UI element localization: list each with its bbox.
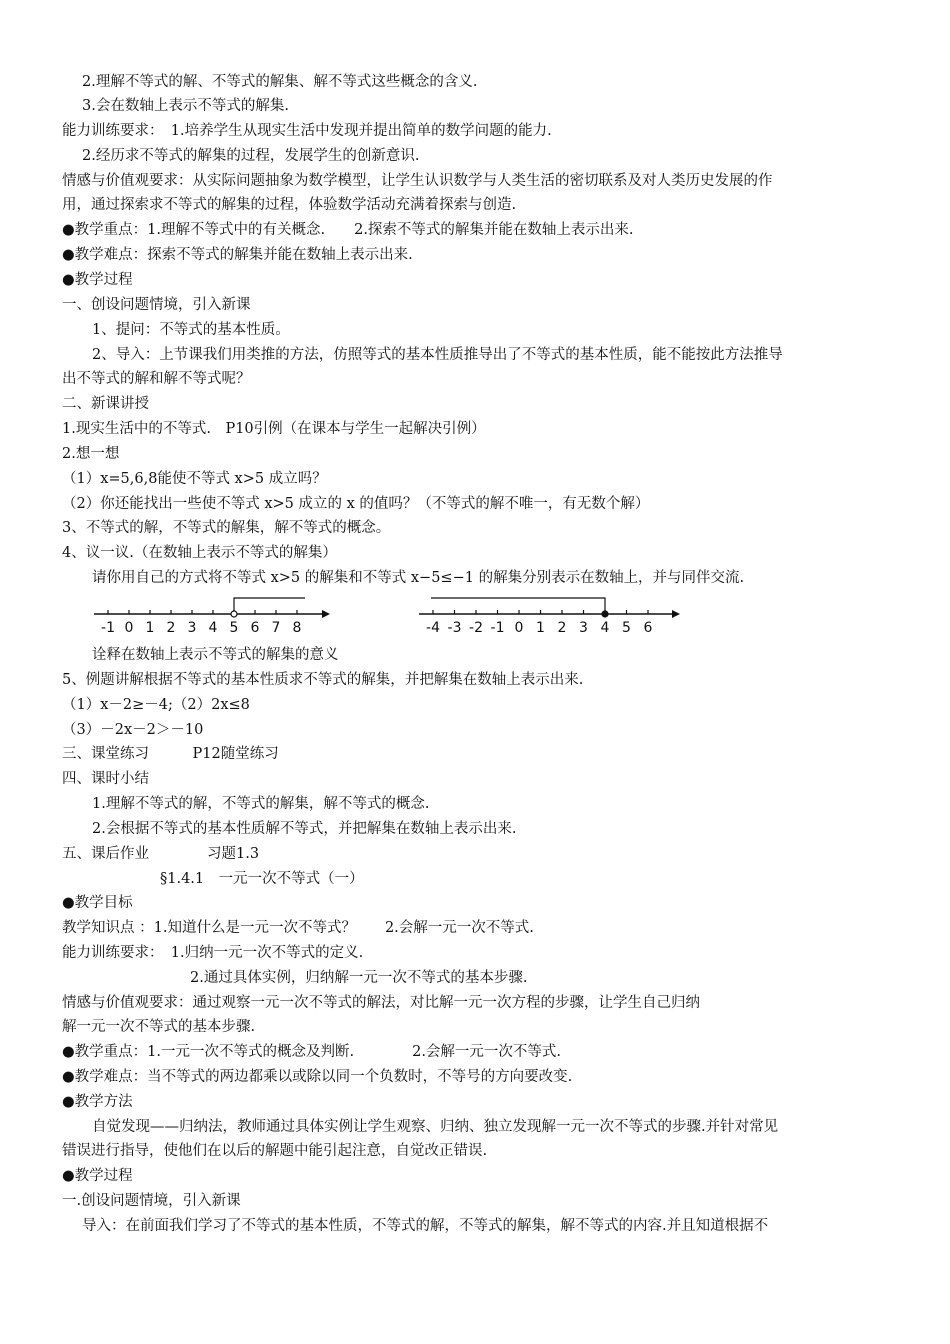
tick-label: 1: [145, 620, 155, 636]
ability-requirement-line: 2.经历求不等式的解集的过程，发展学生的创新意识.: [82, 148, 420, 164]
paragraph: 2、导入：上节课我们用类推的方法，仿照等式的基本性质推导出了不等式的基本性质，能不能按此方法推导: [92, 347, 783, 363]
paragraph: 诠释在数轴上表示不等式的解集的意义: [92, 647, 339, 663]
closed-endpoint: [602, 611, 608, 617]
open-endpoint: [231, 611, 237, 617]
tick-label: 2: [166, 620, 176, 636]
paragraph: 请你用自己的方式将不等式 x>5 的解集和不等式 x−5≤−1 的解集分别表示在数轴上，并与同伴交流.: [92, 570, 745, 586]
tick-label: 5: [622, 620, 631, 636]
ability-requirement: 能力训练要求： 1.归纳一元一次不等式的定义.: [62, 945, 364, 961]
section-heading: ●教学过程: [62, 1168, 133, 1184]
number-line-x-gt-5: [90, 592, 330, 638]
tick-label: 6: [250, 620, 260, 636]
solution-range-bracket: [431, 598, 605, 611]
key-points: ●教学重点：1.一元一次不等式的概念及判断. 2.会解一元一次不等式.: [62, 1044, 562, 1060]
tick-label: 1: [536, 620, 545, 636]
example-line: （1）x－2≥－4;（2）2x≤8: [62, 697, 250, 713]
difficult-points: ●教学难点：当不等式的两边都乘以或除以同一个负数时，不等号的方向要改变.: [62, 1069, 573, 1085]
example-line: （3）－2x－2＞－10: [62, 722, 204, 738]
paragraph: 自觉发现——归纳法，教师通过具体实例让学生观察、归纳、独立发现解一元一次不等式的步骤.并针对常见: [92, 1119, 779, 1135]
lesson-title: §1.4.1 一元一次不等式（一）: [160, 871, 364, 887]
paragraph: 3、不等式的解，不等式的解集，解不等式的概念。: [62, 520, 391, 536]
key-points: ●教学重点：1.理解不等式中的有关概念. 2.探索不等式的解集并能在数轴上表示出来.: [62, 222, 634, 238]
tick-label: 6: [643, 620, 653, 636]
difficult-points: ●教学难点：探索不等式的解集并能在数轴上表示出来.: [62, 247, 413, 263]
tick-label: 4: [600, 620, 610, 636]
tick-label: 4: [208, 620, 218, 636]
ability-requirement: 能力训练要求： 1.培养学生从现实生活中发现并提出简单的数学问题的能力.: [62, 123, 552, 139]
tick-label: 5: [229, 620, 239, 636]
section-heading: ●教学过程: [62, 272, 133, 288]
section-heading: 一.创设问题情境，引入新课: [62, 1193, 241, 1209]
tick-label: -1: [490, 620, 505, 636]
tick-label: 2: [557, 620, 567, 636]
paragraph-cont: 出不等式的解和解不等式呢？: [62, 371, 251, 387]
tick-label: -4: [426, 620, 440, 636]
tick-label: 0: [514, 620, 524, 636]
tick-label: 0: [124, 620, 134, 636]
ability-requirement-line: 2.通过具体实例，归纳解一元一次不等式的基本步骤.: [190, 970, 528, 986]
objective-line: 2.理解不等式的解、不等式的解集、解不等式这些概念的含义.: [82, 74, 478, 90]
section-heading: ●教学目标: [62, 895, 133, 911]
values-requirement: 情感与价值观要求：从实际问题抽象为数学模型，让学生认识数学与人类生活的密切联系及对人类历史发展的作: [62, 173, 773, 189]
number-line-x-le-4: [415, 592, 680, 638]
section-heading: 二、新课讲授: [62, 396, 149, 412]
section-heading: 三、课堂练习 P12随堂练习: [62, 746, 279, 762]
paragraph: 导入：在前面我们学习了不等式的基本性质，不等式的解，不等式的解集，解不等式的内容.并且知道根据不: [82, 1218, 769, 1234]
question-line: （1）x=5,6,8能使不等式 x>5 成立吗？: [62, 471, 327, 487]
question-line: （2）你还能找出一些使不等式 x>5 成立的 x 的值吗？（不等式的解不唯一，有无数个解）: [62, 496, 650, 512]
section-heading: 一、创设问题情境，引入新课: [62, 297, 251, 313]
tick-label: 3: [187, 620, 197, 636]
paragraph: 1.现实生活中的不等式. P10引例（在课本与学生一起解决引例）: [62, 421, 486, 437]
section-heading: 四、课时小结: [62, 771, 149, 787]
section-heading: ●教学方法: [62, 1094, 133, 1110]
summary-line: 2.会根据不等式的基本性质解不等式，并把解集在数轴上表示出来.: [92, 821, 517, 837]
paragraph: 5、例题讲解根据不等式的基本性质求不等式的解集，并把解集在数轴上表示出来.: [62, 672, 584, 688]
values-requirement: 情感与价值观要求：通过观察一元一次不等式的解法，对比解一元一次方程的步骤，让学生自己归纳: [62, 995, 700, 1011]
tick-label: -1: [101, 620, 115, 636]
objective-line: 3.会在数轴上表示不等式的解集.: [82, 98, 289, 114]
knowledge-points: 教学知识点 ：1.知道什么是一元一次不等式？ 2.会解一元一次不等式.: [62, 920, 534, 936]
section-heading: 五、课后作业 习题1.3: [62, 846, 260, 862]
paragraph: 4、议一议.（在数轴上表示不等式的解集）: [62, 545, 337, 561]
values-requirement-cont: 用，通过探索求不等式的解集的过程，体验数学活动充满着探索与创造.: [62, 197, 517, 213]
summary-line: 1.理解不等式的解，不等式的解集，解不等式的概念.: [92, 796, 430, 812]
tick-label: 3: [579, 620, 588, 636]
paragraph-cont: 错误进行指导，使他们在以后的解题中能引起注意，自觉改正错误.: [62, 1143, 488, 1159]
solution-range-bracket: [234, 598, 305, 611]
tick-label: 8: [292, 620, 302, 636]
tick-label: 7: [271, 620, 281, 636]
paragraph: 2.想一想: [62, 446, 120, 462]
paragraph: 1、提问：不等式的基本性质。: [92, 322, 290, 338]
values-requirement-cont: 解一元一次不等式的基本步骤.: [62, 1019, 256, 1035]
tick-label: -2: [469, 620, 483, 636]
tick-label: -3: [447, 620, 462, 636]
